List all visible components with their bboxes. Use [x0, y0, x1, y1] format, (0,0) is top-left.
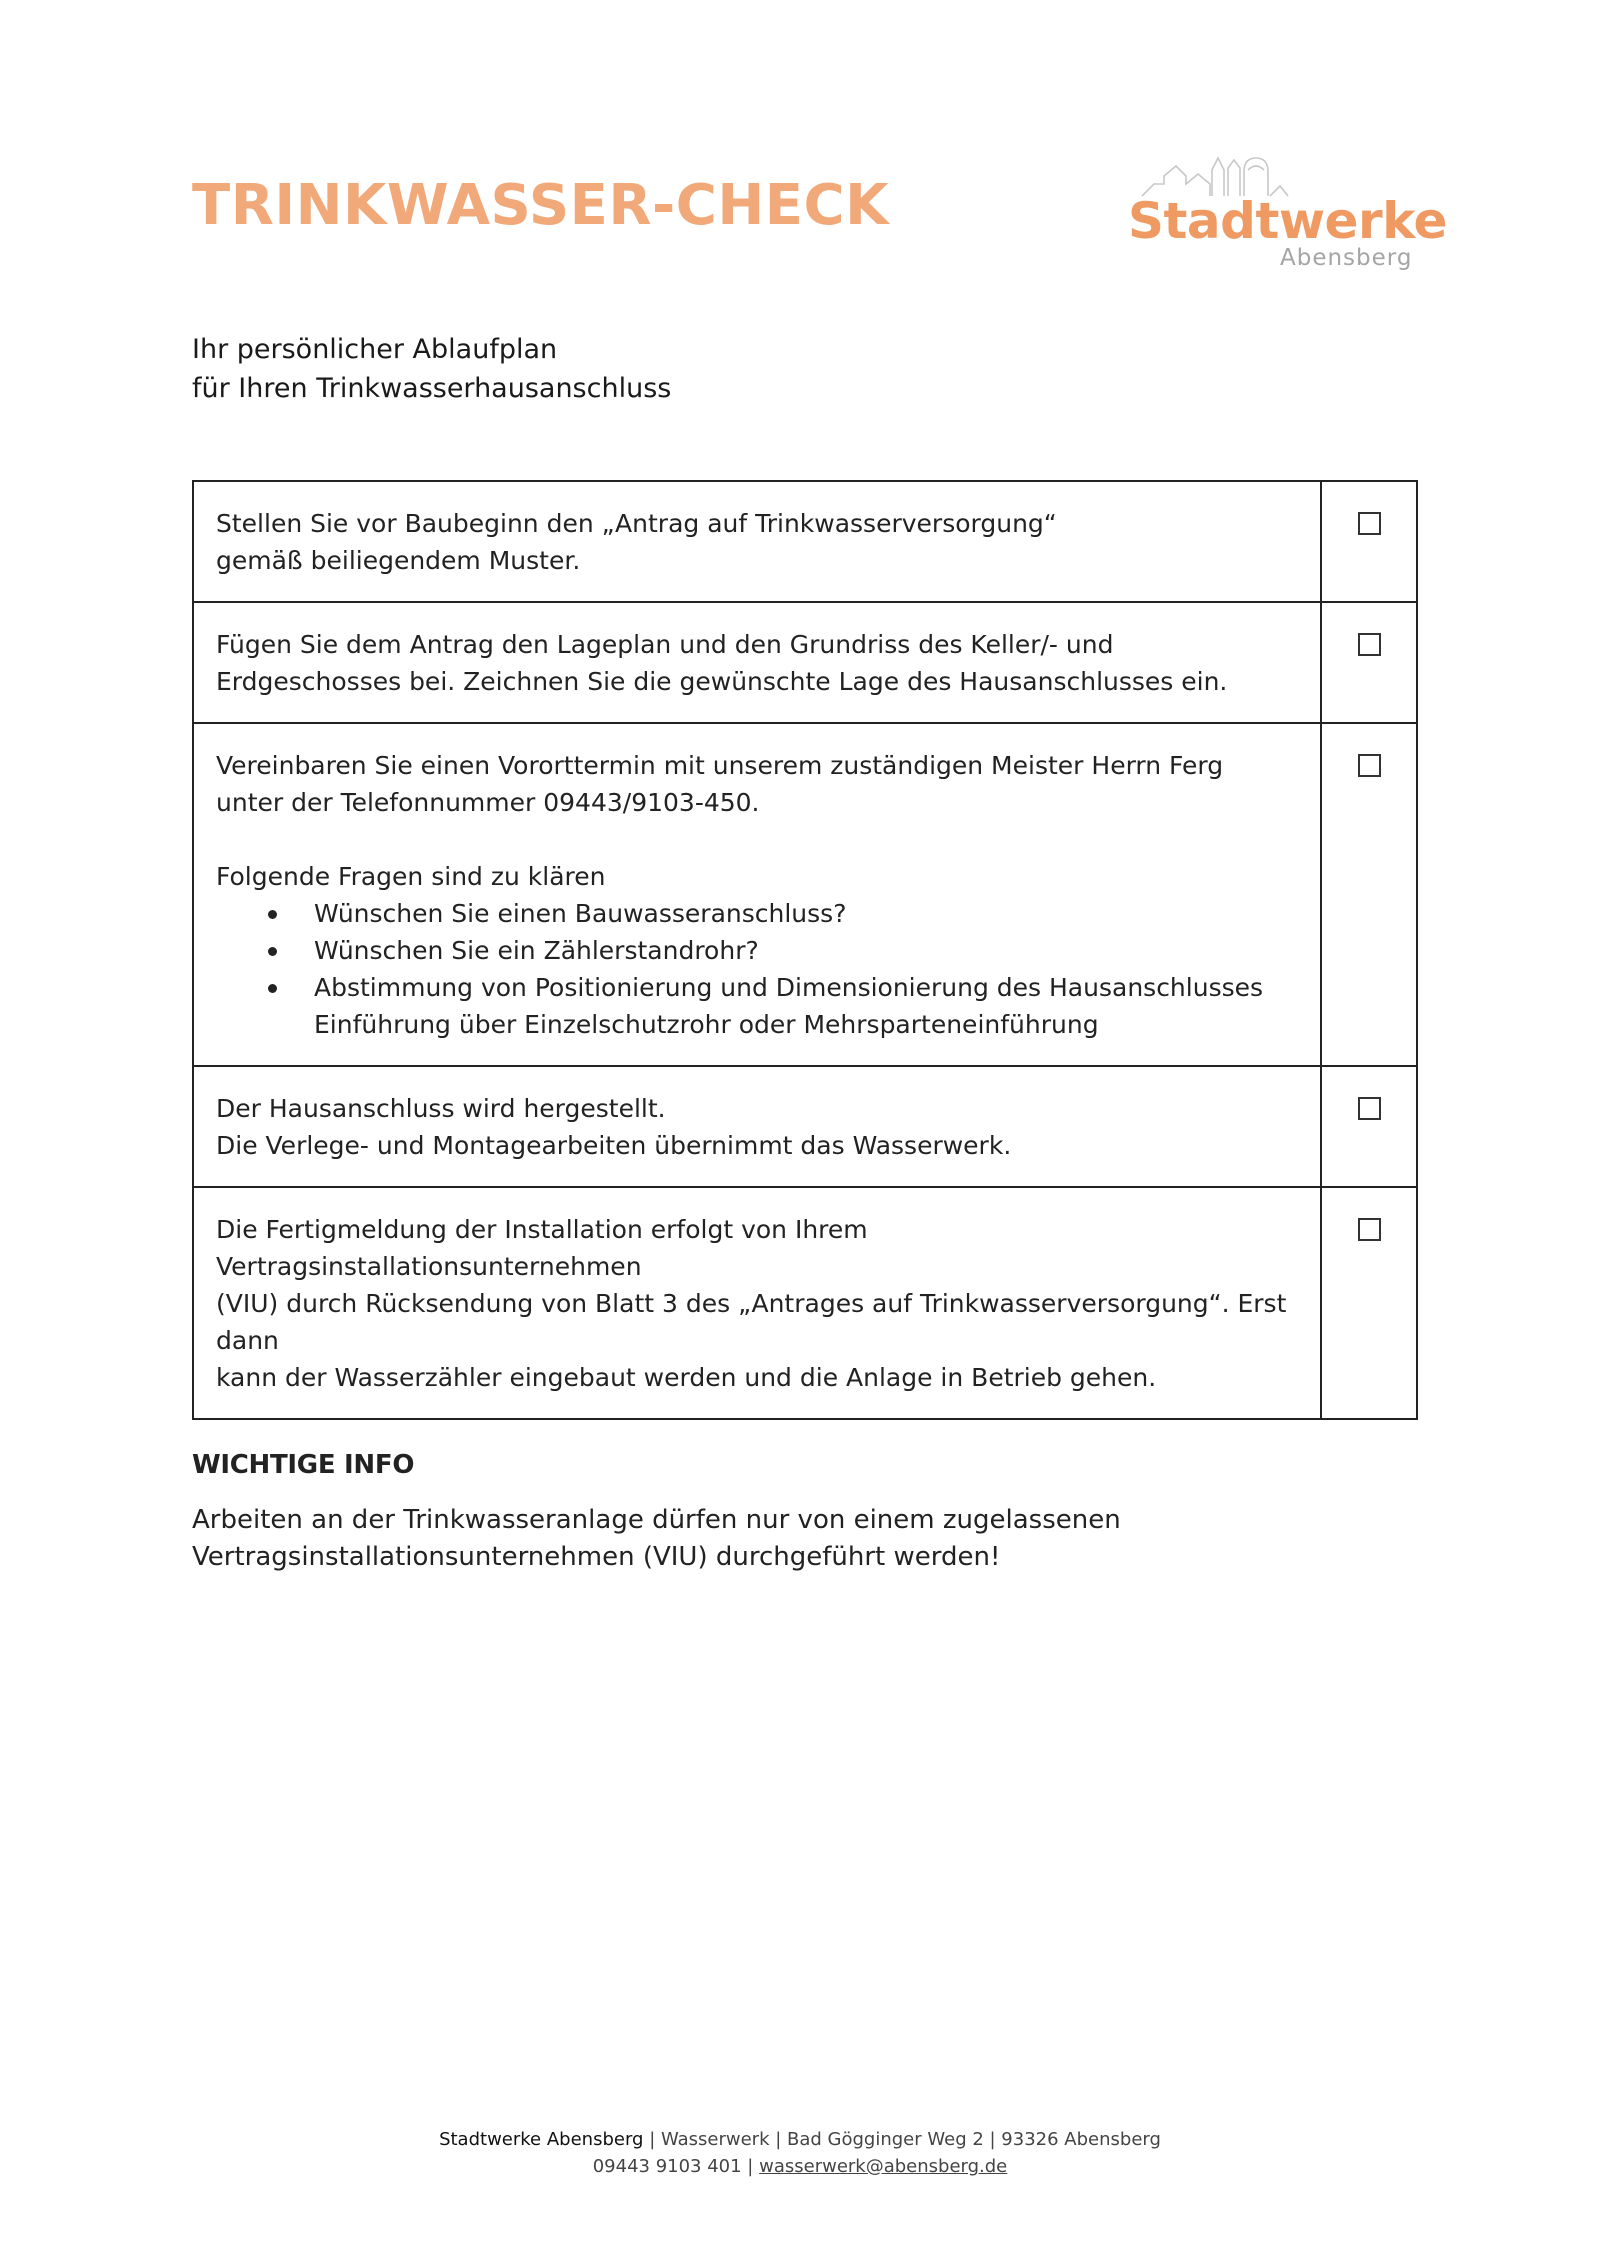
page-title: TRINKWASSER-CHECK	[192, 173, 889, 238]
step-text	[193, 1187, 1321, 1419]
footer-contact	[0, 2153, 1600, 2180]
checklist-row	[193, 1187, 1417, 1419]
step-checkbox[interactable]	[1358, 512, 1381, 535]
step-line: Stellen Sie vor Baubeginn den „Antrag auf Trinkwasserversorgung“	[216, 509, 1057, 538]
step-checkbox[interactable]	[1358, 1218, 1381, 1241]
step-checkbox[interactable]	[1358, 1097, 1381, 1120]
questions-list	[216, 895, 1298, 1006]
info-line: Arbeiten an der Trinkwasseranlage dürfen nur von einem zugelassenen	[192, 1505, 1121, 1535]
step-line: Erdgeschosses bei. Zeichnen Sie die gewünschte Lage des Hausanschlusses ein.	[216, 667, 1228, 696]
skyline-icon	[1140, 150, 1290, 198]
step-line: gemäß beiliegendem Muster.	[216, 546, 581, 575]
footer-org: Stadtwerke Abensberg	[439, 2129, 644, 2150]
step-line: unter der Telefonnummer 09443/9103-450.	[216, 788, 760, 817]
question-item: Wünschen Sie einen Bauwasseranschluss?	[216, 895, 1298, 932]
footer-phone: 09443 9103 401 |	[592, 2156, 760, 2177]
step-line: Fügen Sie dem Antrag den Lageplan und den Grundriss des Keller/- und	[216, 630, 1114, 659]
step-line: Die Fertigmeldung der Installation erfolgt von Ihrem Vertragsinstallationsunternehmen	[216, 1215, 868, 1281]
info-text	[192, 1502, 1292, 1576]
footer-address	[0, 2126, 1600, 2153]
checklist-row	[193, 481, 1417, 602]
info-heading: WICHTIGE INFO	[192, 1450, 415, 1480]
checklist-table	[192, 480, 1418, 1420]
step-line: Die Verlege- und Montagearbeiten übernimmt das Wasserwerk.	[216, 1131, 1012, 1160]
questions-intro: Folgende Fragen sind zu klären	[216, 862, 606, 891]
checklist-row	[193, 1066, 1417, 1187]
stadtwerke-logo	[1120, 150, 1447, 280]
step-text	[193, 481, 1321, 602]
question-item: Abstimmung von Positionierung und Dimensionierung des Hausanschlusses	[216, 969, 1298, 1006]
step-checkbox[interactable]	[1358, 633, 1381, 656]
subtitle-line: für Ihren Trinkwasserhausanschluss	[192, 373, 672, 404]
step-text	[193, 1066, 1321, 1187]
page-footer	[0, 2126, 1600, 2180]
checklist-row	[193, 602, 1417, 723]
logo-city: Abensberg	[1280, 245, 1413, 271]
subtitle-line: Ihr persönlicher Ablaufplan	[192, 334, 558, 365]
checklist-row	[193, 723, 1417, 1066]
question-continuation: Einführung über Einzelschutzrohr oder Mehrsparteneinführung	[314, 1010, 1099, 1039]
step-text	[193, 723, 1321, 1066]
footer-email-link[interactable]: wasserwerk@abensberg.de	[759, 2156, 1008, 2177]
step-line: (VIU) durch Rücksendung von Blatt 3 des „Antrages auf Trinkwasserversorgung“. Erst dann	[216, 1289, 1287, 1355]
page-subtitle	[192, 330, 671, 408]
step-line: Vereinbaren Sie einen Vororttermin mit unserem zuständigen Meister Herrn Ferg	[216, 751, 1224, 780]
step-text	[193, 602, 1321, 723]
step-line: Der Hausanschluss wird hergestellt.	[216, 1094, 666, 1123]
step-line: kann der Wasserzähler eingebaut werden und die Anlage in Betrieb gehen.	[216, 1363, 1157, 1392]
logo-name: Stadtwerke	[1128, 192, 1447, 250]
step-checkbox[interactable]	[1358, 754, 1381, 777]
footer-address-rest: | Wasserwerk | Bad Gögginger Weg 2 | 93326 Abensberg	[643, 2129, 1161, 2150]
info-line: Vertragsinstallationsunternehmen (VIU) durchgeführt werden!	[192, 1542, 1001, 1572]
question-item: Wünschen Sie ein Zählerstandrohr?	[216, 932, 1298, 969]
